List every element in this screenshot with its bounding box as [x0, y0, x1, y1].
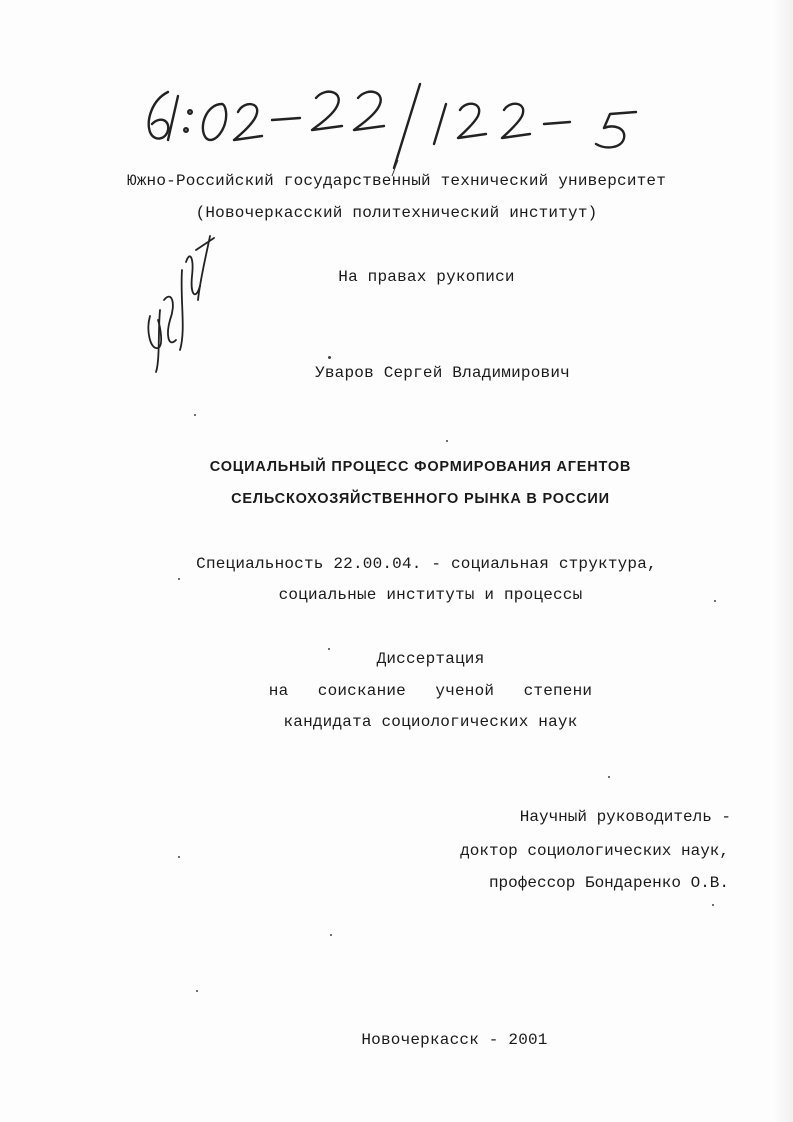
specialty-line-1: Специальность 22.00.04. - социальная структура,: [196, 555, 657, 573]
dissertation-title-line-1: СОЦИАЛЬНЫЙ ПРОЦЕСС ФОРМИРОВАНИЯ АГЕНТОВ: [209, 459, 632, 475]
institution-line-1: Южно-Российский государственный технический университет: [126, 172, 667, 190]
dissertation-title-line-2: СЕЛЬСКОХОЗЯЙСТВЕННОГО РЫНКА В РОССИИ: [231, 491, 610, 507]
place-and-year: Новочеркасск - 2001: [361, 1031, 548, 1049]
author-name: Уваров Сергей Владимирович: [315, 364, 570, 382]
supervisor-degree: доктор социологических наук,: [460, 842, 729, 860]
scan-speck: [178, 578, 180, 580]
scan-speck: [194, 414, 196, 416]
institution-line-2: (Новочеркасский политехнический институт): [195, 204, 598, 222]
scan-speck: [446, 440, 448, 442]
scan-speck: [330, 934, 332, 936]
supervisor-name: профессор Бондаренко О.В.: [488, 874, 729, 892]
degree-line-1: Диссертация: [376, 650, 485, 668]
scan-speck: [714, 600, 716, 602]
specialty-line-2: социальные институты и процессы: [278, 586, 583, 604]
scan-speck: [712, 904, 714, 906]
supervisor-role: Научный руководитель -: [519, 808, 731, 826]
scan-speck: [328, 356, 331, 359]
scan-speck: [196, 990, 198, 992]
scan-speck: [328, 648, 330, 650]
scan-speck: [608, 776, 610, 778]
manuscript-note: На правах рукописи: [338, 268, 515, 286]
degree-line-3: кандидата социологических наук: [283, 713, 578, 731]
degree-line-2: на соискание ученой степени: [268, 682, 593, 700]
scan-speck: [178, 856, 180, 858]
scan-edge-shadow: [773, 0, 793, 1122]
